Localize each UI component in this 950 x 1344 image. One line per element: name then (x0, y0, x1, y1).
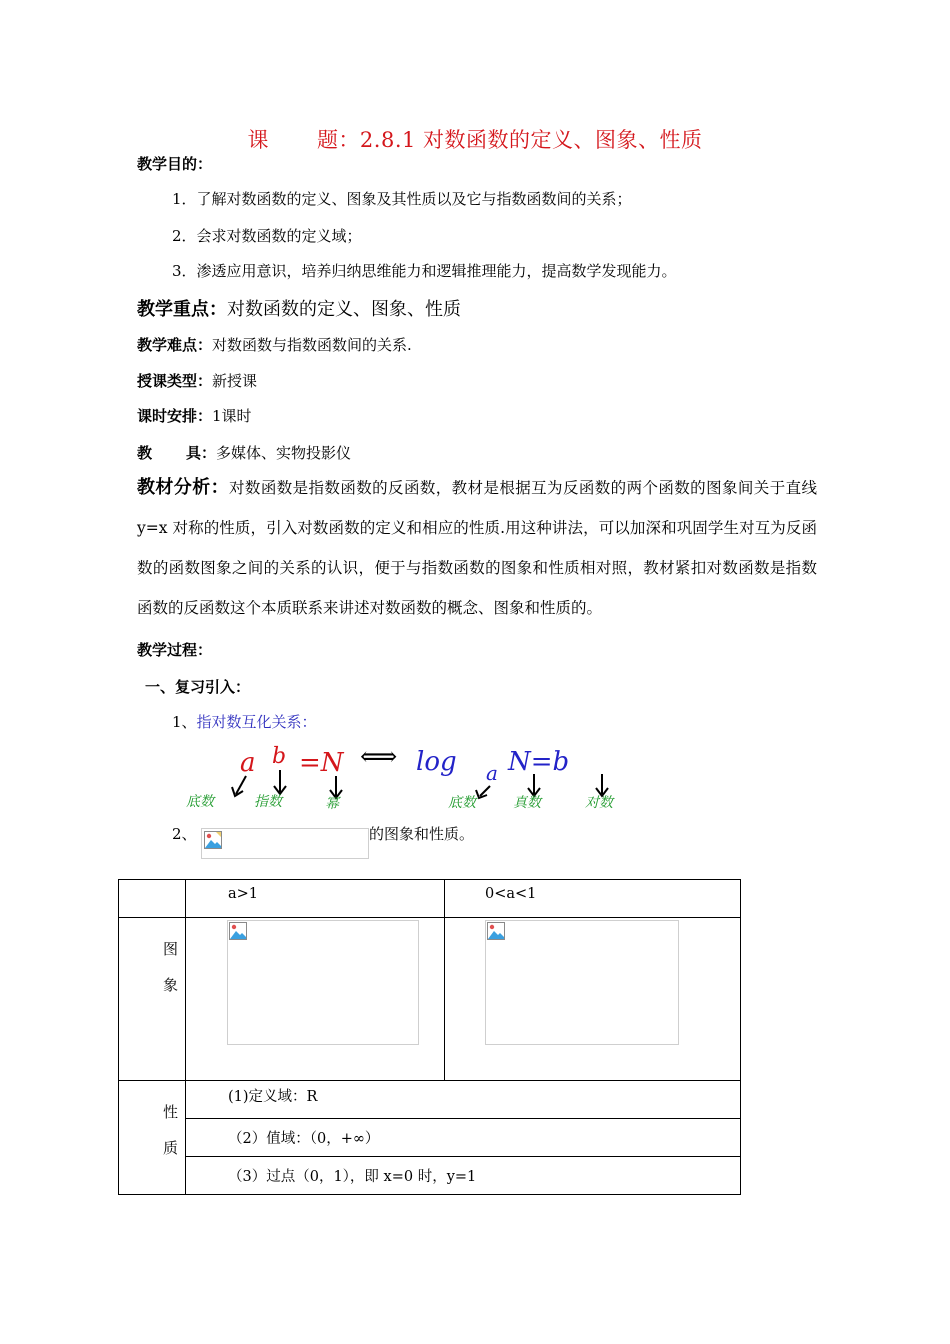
lesson-type (137, 370, 257, 391)
prop-cell (186, 1081, 741, 1119)
tools-label-b: 具： (186, 444, 217, 462)
formula-log-rest: N=b (508, 747, 570, 777)
objectives-heading: 教学目的： (137, 155, 213, 173)
prop-range: （2）值域：（0，+∞） (228, 1131, 380, 1147)
table-header-row (119, 880, 741, 918)
graph-label-cell (119, 918, 186, 1081)
table-header-cell (445, 880, 741, 918)
schedule-text: 1课时 (212, 407, 252, 425)
props-label-char: 质 (163, 1139, 179, 1157)
header-a-gt-1: a>1 (228, 886, 259, 902)
item-1 (172, 711, 317, 732)
label-power: 幂 (325, 796, 339, 812)
function-image-placeholder (201, 828, 369, 859)
log-exp-formula (178, 740, 658, 815)
properties-table (118, 879, 741, 1195)
item-1-text: 指对数互化关系： (196, 713, 317, 731)
difficulty-label: 教学难点： (137, 336, 213, 354)
process-heading: 教学过程： (137, 641, 213, 659)
formula-equivalence-arrow: ⟺ (360, 742, 398, 772)
label-logarithm: 对数 (585, 795, 613, 811)
label-antilog: 真数 (513, 795, 541, 811)
difficulty-text: 对数函数与指数函数间的关系. (212, 336, 412, 354)
table-prop-row (119, 1119, 741, 1157)
lesson-type-text: 新授课 (212, 372, 258, 390)
item-2-text: 的图象和性质。 (369, 825, 475, 843)
graph-label-char: 象 (163, 976, 179, 994)
table-corner-cell (119, 880, 186, 918)
table-header-cell (186, 880, 445, 918)
key-points-text: 对数函数的定义、图象、性质 (227, 299, 461, 320)
graph-label-char: 图 (163, 940, 179, 958)
schedule-label: 课时安排： (137, 407, 213, 425)
label-log-base: 底数 (448, 795, 476, 811)
prop-cell (186, 1157, 741, 1195)
formula-svg (178, 740, 658, 815)
graph-cell-a-gt-1 (186, 918, 445, 1081)
graph-image-placeholder (227, 920, 419, 1045)
objective-item: 2．会求对数函数的定义域； (172, 227, 362, 245)
page-title (0, 124, 950, 154)
objective-item: 3．渗透应用意识，培养归纳思维能力和逻辑推理能力，提高数学发现能力。 (172, 262, 677, 280)
key-points-label: 教学重点： (137, 299, 227, 320)
tools-label-a: 教 (137, 444, 153, 462)
title-text: 题：2.8.1 对数函数的定义、图象、性质 (316, 128, 703, 152)
prop-domain: (1)定义域：R (228, 1089, 318, 1105)
props-label-char: 性 (163, 1103, 179, 1121)
formula-log-base: a (486, 761, 498, 785)
formula-log: log (416, 747, 457, 777)
difficulty (137, 334, 412, 355)
broken-image-icon (487, 922, 505, 940)
arrow-log-base (480, 786, 490, 796)
analysis-label: 教材分析： (137, 477, 230, 498)
section-heading: 一、复习引入： (145, 678, 251, 696)
header-a-lt-1: 0<a<1 (485, 886, 537, 902)
item-1-number: 1、 (172, 713, 197, 731)
broken-image-icon (229, 922, 247, 940)
broken-image-icon (204, 831, 222, 849)
item-2-number: 2、 (172, 825, 197, 843)
analysis-text: 对数函数是指数函数的反函数，教材是根据互为反函数的两个函数的图象间关于直线 y=x 对称的性质，引入对数函数的定义和相应的性质.用这种讲法，可以加深和巩固学生对互为反函数的函数图象之间的关系的认识，便于与指数函数的图象和性质相对照，教材紧扣对数函数是指数函数的反函数这个本质联系来讲述对数函数的概念、图象和性质的。 (137, 479, 817, 617)
table-graph-row (119, 918, 741, 1081)
title-prefix: 课 (247, 128, 269, 152)
tools-text: 多媒体、实物投影仪 (216, 444, 352, 462)
props-label-cell (119, 1081, 186, 1195)
formula-exponent: b (272, 744, 287, 769)
prop-cell (186, 1119, 741, 1157)
table-prop-row (119, 1157, 741, 1195)
analysis-paragraph (137, 468, 817, 628)
graph-cell-a-lt-1 (445, 918, 741, 1081)
tools (137, 442, 351, 463)
lesson-type-label: 授课类型： (137, 372, 213, 390)
label-exponent: 指数 (254, 794, 282, 810)
objective-item: 1．了解对数函数的定义、图象及其性质以及它与指数函数间的关系； (172, 190, 632, 208)
schedule (137, 405, 252, 426)
prop-point: （3）过点（0，1），即 x=0 时，y=1 (228, 1169, 477, 1185)
formula-equals-n: =N (299, 748, 344, 778)
key-points (137, 295, 461, 321)
table-prop-row (119, 1081, 741, 1119)
formula-base: a (240, 748, 256, 778)
graph-image-placeholder (485, 920, 679, 1045)
label-base: 底数 (186, 794, 214, 810)
